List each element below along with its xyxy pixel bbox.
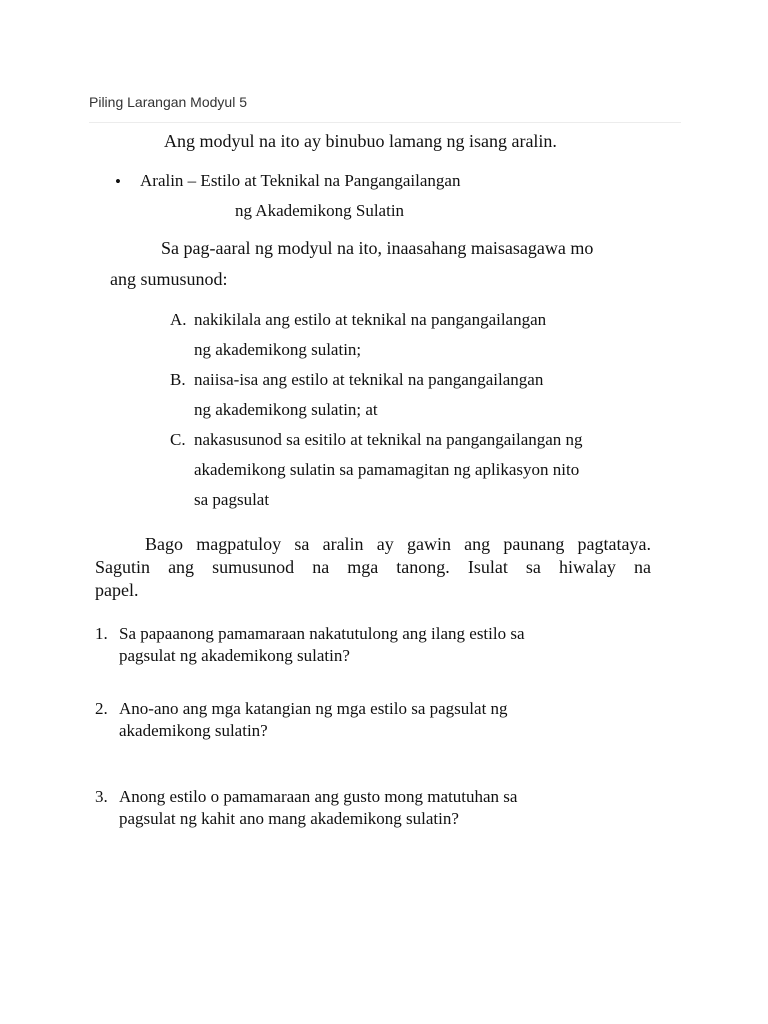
objective-marker-b: B. [170,370,186,389]
objective-c-line-2: akademikong sulatin sa pamamagitan ng aplikasyon nito [194,460,580,479]
question-number-2: 2. [95,699,108,718]
pretest-instruction-line-2: Sagutin ang sumusunod na mga tanong. Isulat sa hiwalay na [95,557,651,577]
objective-a-line-1: nakikilala ang estilo at teknikal na pangangailangan [194,310,547,329]
objective-a-line-2: ng akademikong sulatin; [194,340,362,359]
question-3-line-1: Anong estilo o pamamaraan ang gusto mong matutuhan sa [119,787,518,806]
pretest-instruction-line-1: Bago magpatuloy sa aralin ay gawin ang paunang pagtataya. [145,534,651,554]
bullet-icon: • [115,172,121,191]
question-2-line-1: Ano-ano ang mga katangian ng mga estilo sa pagsulat ng [119,699,508,718]
question-3-line-2: pagsulat ng kahit ano mang akademikong sulatin? [119,809,459,828]
question-number-3: 3. [95,787,108,806]
page-header-title: Piling Larangan Modyul 5 [89,94,247,110]
objectives-intro-line-2: ang sumusunod: [110,269,228,289]
objective-b-line-2: ng akademikong sulatin; at [194,400,378,419]
question-1-line-2: pagsulat ng akademikong sulatin? [119,646,350,665]
question-2-line-2: akademikong sulatin? [119,721,268,740]
objectives-intro-line-1: Sa pag-aaral ng modyul na ito, inaasahang maisasagawa mo [161,238,594,258]
question-1-line-1: Sa papaanong pamamaraan nakatutulong ang ilang estilo sa [119,624,525,643]
objective-marker-c: C. [170,430,186,449]
pretest-instruction-line-3: papel. [95,580,139,600]
intro-sentence: Ang modyul na ito ay binubuo lamang ng isang aralin. [164,131,557,151]
objective-b-line-1: naiisa-isa ang estilo at teknikal na pangangailangan [194,370,544,389]
objective-marker-a: A. [170,310,187,329]
header-divider [89,122,681,123]
question-number-1: 1. [95,624,108,643]
objective-c-line-1: nakasusunod sa esitilo at teknikal na pangangailangan ng [194,430,583,449]
objective-c-line-3: sa pagsulat [194,490,270,509]
lesson-title-line-1: Aralin – Estilo at Teknikal na Pangangailangan [140,171,461,190]
lesson-title-line-2: ng Akademikong Sulatin [235,201,405,220]
